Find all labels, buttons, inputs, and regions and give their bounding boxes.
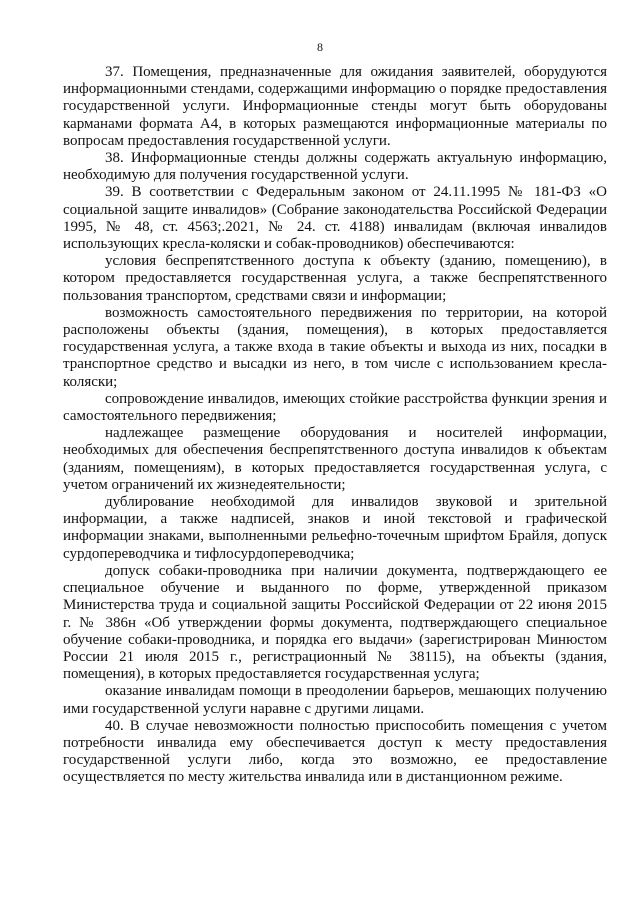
paragraph-39-item-equipment-placement: надлежащее размещение оборудования и носителей информации, необходимых для обеспечения беспрепятственного доступа инвалидов к объектам (зданиям, помещениям), в которых предоставляется государственная услуга, с учетом ограничений их жизнедеятельности; — [63, 425, 607, 493]
paragraph-39-item-escort: сопровождение инвалидов, имеющих стойкие расстройства функции зрения и самостоятельного передвижения; — [63, 390, 607, 425]
paragraph-39-item-access-conditions: условия беспрепятственного доступа к объекту (зданию, помещению), в котором предоставляется государственная услуга, а также беспрепятственного пользования транспортом, средствами связи и информации; — [63, 253, 607, 304]
paragraph-39-item-movement: возможность самостоятельного передвижения по территории, на которой расположены объекты (здания, помещения), в которых предоставляется государственная услуга, а также входа в такие объекты и выхода из них, посадки в транспортное средство и высадки из него, в том числе с использованием кресла-коляски; — [63, 304, 607, 390]
paragraph-39: 39. В соответствии с Федеральным законом от 24.11.1995 № 181-ФЗ «О социальной защите инвалидов» (Собрание законодательства Российской Федерации 1995, № 48, ст. 4563;.2021, № 24. ст. 4188) инвалидам (включая инвалидов использующих кресла-коляски и собак-проводников) обеспечиваются: — [63, 184, 607, 253]
paragraph-39-item-guide-dog: допуск собаки-проводника при наличии документа, подтверждающего ее специальное обучение и выданного по форме, утвержденной приказом Министерства труда и социальной защиты Российской Федерации от 22 июня 2015 г. № 386н «Об утверждении формы документа, подтверждающего специальное обучение собаки-проводника, и порядка его выдачи» (зарегистрирован Минюстом России 21 июля 2015 г., регистрационный № 38115), на объекты (здания, помещения), в которых предоставляется государственная услуга; — [63, 562, 607, 683]
page-number: 8 — [317, 40, 323, 54]
paragraph-39-item-duplication: дублирование необходимой для инвалидов звуковой и зрительной информации, а также надписей, знаков и иной текстовой и графической информации знаками, выполненными рельефно-точечным шрифтом Брайля, допуск сурдопереводчика и тифлосурдопереводчика; — [63, 494, 607, 562]
paragraph-40: 40. В случае невозможности полностью приспособить помещения с учетом потребности инвалида ему обеспечивается доступ к месту предоставления государственной услуги либо, когда это возможно, ее предоставление осуществляется по месту жительства инвалида или в дистанционном режиме. — [63, 717, 607, 786]
document-body — [63, 64, 607, 787]
paragraph-38: 38. Информационные стенды должны содержать актуальную информацию, необходимую для получения государственной услуги. — [63, 150, 607, 184]
paragraph-37: 37. Помещения, предназначенные для ожидания заявителей, оборудуются информационными стендами, содержащими информацию о порядке предоставления государственной услуги. Информационные стенды могут быть оборудованы карманами формата А4, в которых размещаются информационные материалы по вопросам предоставления государственной услуги. — [63, 64, 607, 149]
paragraph-39-item-assistance: оказание инвалидам помощи в преодолении барьеров, мешающих получению ими государственной услуги наравне с другими лицами. — [63, 683, 607, 717]
